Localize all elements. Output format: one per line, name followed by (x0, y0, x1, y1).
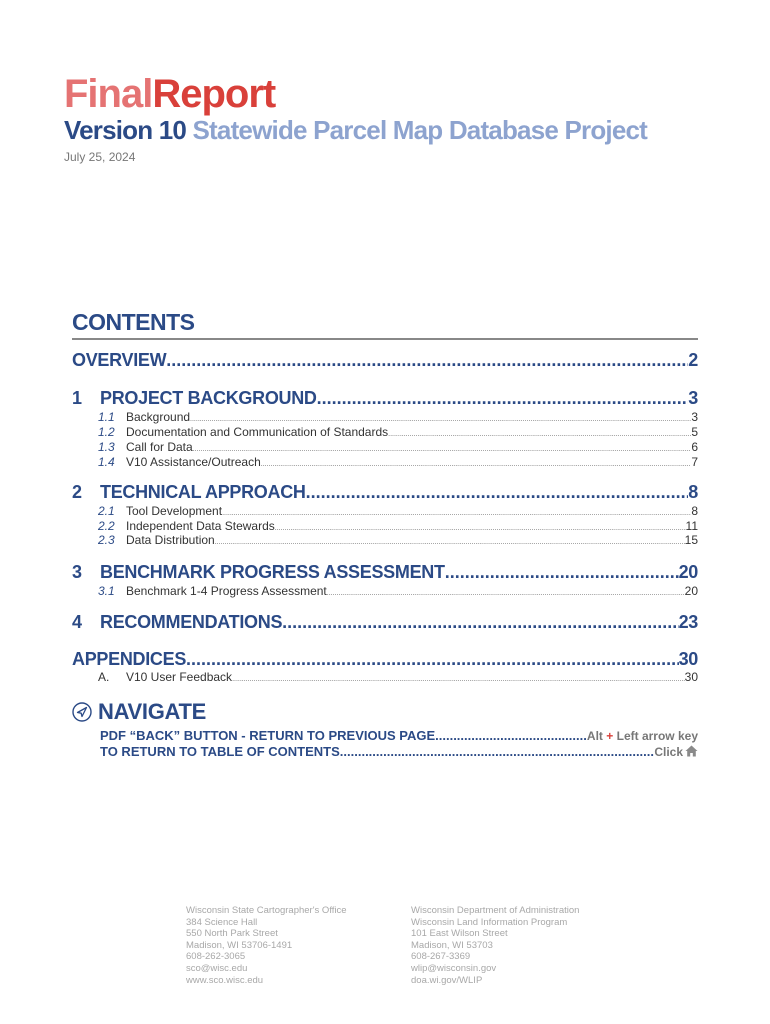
toc-entry-data-distribution[interactable] (72, 533, 698, 547)
toc-label: BENCHMARK PROGRESS ASSESSMENT (100, 562, 445, 582)
toc-entry-appendices[interactable] (72, 649, 698, 670)
report-date: July 25, 2024 (64, 150, 136, 164)
toc-label: V10 User Feedback (126, 670, 233, 684)
toc-entry-project-background[interactable] (72, 388, 698, 409)
toc-page: 20 (684, 584, 698, 598)
toc-page: 30 (684, 670, 698, 684)
toc-entry-overview[interactable] (72, 350, 698, 371)
toc-number: 1.4 (98, 455, 115, 469)
footer-doa-address (411, 905, 579, 986)
toc-entry-v10-assistance[interactable] (72, 455, 698, 469)
toc-label: OVERVIEW (72, 350, 167, 370)
click-text: Click (654, 745, 683, 759)
nav-toc-instruction (100, 744, 698, 759)
toc-entry-documentation-standards[interactable] (72, 425, 698, 439)
toc-page: 3 (691, 410, 698, 424)
shortcut-left-arrow: Left arrow key (616, 729, 698, 743)
toc-page: 15 (684, 533, 698, 547)
footer-email[interactable]: sco@wisc.edu (186, 962, 248, 974)
toc-page: 11 (685, 519, 698, 533)
toc-entry-technical-approach[interactable] (72, 482, 698, 503)
contents-heading: CONTENTS (72, 309, 195, 335)
toc-number: 2.2 (98, 519, 115, 533)
nav-toc-action[interactable] (654, 745, 698, 759)
toc-page: 6 (691, 440, 698, 454)
toc-page: 30 (678, 649, 698, 669)
toc-page: 3 (688, 388, 698, 408)
toc-label: Call for Data (126, 440, 193, 454)
shortcut-alt: Alt (586, 729, 603, 743)
footer-website[interactable]: www.sco.wisc.edu (186, 974, 264, 986)
navigate-arrow-icon (72, 702, 92, 722)
toc-page: 23 (678, 612, 698, 632)
toc-number: 2 (72, 482, 82, 502)
contents-divider (72, 338, 698, 340)
nav-back-shortcut (587, 729, 698, 743)
toc-label: Benchmark 1-4 Progress Assessment (126, 584, 327, 598)
footer-email[interactable]: wlip@wisconsin.gov (411, 962, 497, 974)
toc-label: Documentation and Communication of Standards (126, 425, 389, 439)
toc-number: 1.3 (98, 440, 115, 454)
toc-entry-call-for-data[interactable] (72, 440, 698, 454)
toc-label: TECHNICAL APPROACH (100, 482, 306, 502)
toc-page: 20 (678, 562, 698, 582)
footer-line: 384 Science Hall (186, 916, 258, 928)
navigate-heading: NAVIGATE (98, 699, 207, 724)
toc-page: 2 (688, 350, 698, 370)
title-word-final: Final (64, 72, 153, 116)
title-word-report: Report (152, 72, 276, 116)
toc-label: RECOMMENDATIONS (100, 612, 283, 632)
footer-line: 550 North Park Street (186, 928, 278, 940)
footer-line: 608-262-3065 (186, 951, 246, 963)
toc-page: 7 (691, 455, 698, 469)
toc-number: 2.1 (98, 504, 115, 518)
toc-page: 8 (688, 482, 698, 502)
toc-label: PROJECT BACKGROUND (100, 388, 317, 408)
toc-number: 2.3 (98, 533, 115, 547)
toc-label: Independent Data Stewards (126, 519, 275, 533)
footer-line: Madison, WI 53706-1491 (186, 939, 293, 951)
footer-line: 608-267-3369 (411, 951, 471, 963)
nav-back-instruction (100, 728, 698, 743)
toc-label: Tool Development (126, 504, 223, 518)
shortcut-plus: + (606, 729, 614, 743)
toc-entry-tool-development[interactable] (72, 504, 698, 518)
toc-number: 3.1 (98, 584, 115, 598)
toc-number: 4 (72, 612, 82, 632)
toc-entry-independent-data-stewards[interactable] (72, 519, 698, 533)
footer-line: 101 East Wilson Street (411, 928, 508, 940)
toc-page: 8 (691, 504, 698, 518)
toc-entry-user-feedback[interactable] (72, 670, 698, 684)
toc-number: A. (98, 670, 110, 684)
toc-number: 3 (72, 562, 82, 582)
nav-toc-label: TO RETURN TO TABLE OF CONTENTS (100, 744, 340, 759)
toc-label: Data Distribution (126, 533, 215, 547)
footer-line: Wisconsin Land Information Program (411, 916, 568, 928)
toc-number: 1.1 (98, 410, 115, 424)
subtitle-version: Version 10 (64, 115, 187, 145)
subtitle-project: Statewide Parcel Map Database Project (192, 115, 648, 145)
report-subtitle (64, 114, 647, 146)
toc-entry-benchmark-assessment[interactable] (72, 584, 698, 598)
toc-number: 1.2 (98, 425, 115, 439)
footer-line: Wisconsin State Cartographer's Office (186, 905, 347, 916)
toc-label: Background (126, 410, 191, 424)
toc-page: 5 (691, 425, 698, 439)
home-icon[interactable] (685, 745, 698, 757)
toc-label: APPENDICES (72, 649, 187, 669)
toc-label: V10 Assistance/Outreach (126, 455, 261, 469)
footer-website[interactable]: doa.wi.gov/WLIP (411, 974, 483, 986)
footer-sco-address (186, 905, 347, 986)
toc-entry-benchmark-progress[interactable] (72, 562, 698, 583)
toc-number: 1 (72, 388, 82, 408)
footer-line: Wisconsin Department of Administration (411, 905, 580, 916)
toc-entry-background[interactable] (72, 410, 698, 424)
report-title (64, 70, 275, 118)
toc-entry-recommendations[interactable] (72, 612, 698, 633)
nav-back-label: PDF “BACK” BUTTON - RETURN TO PREVIOUS PAGE (100, 728, 436, 743)
footer-line: Madison, WI 53703 (411, 939, 493, 951)
